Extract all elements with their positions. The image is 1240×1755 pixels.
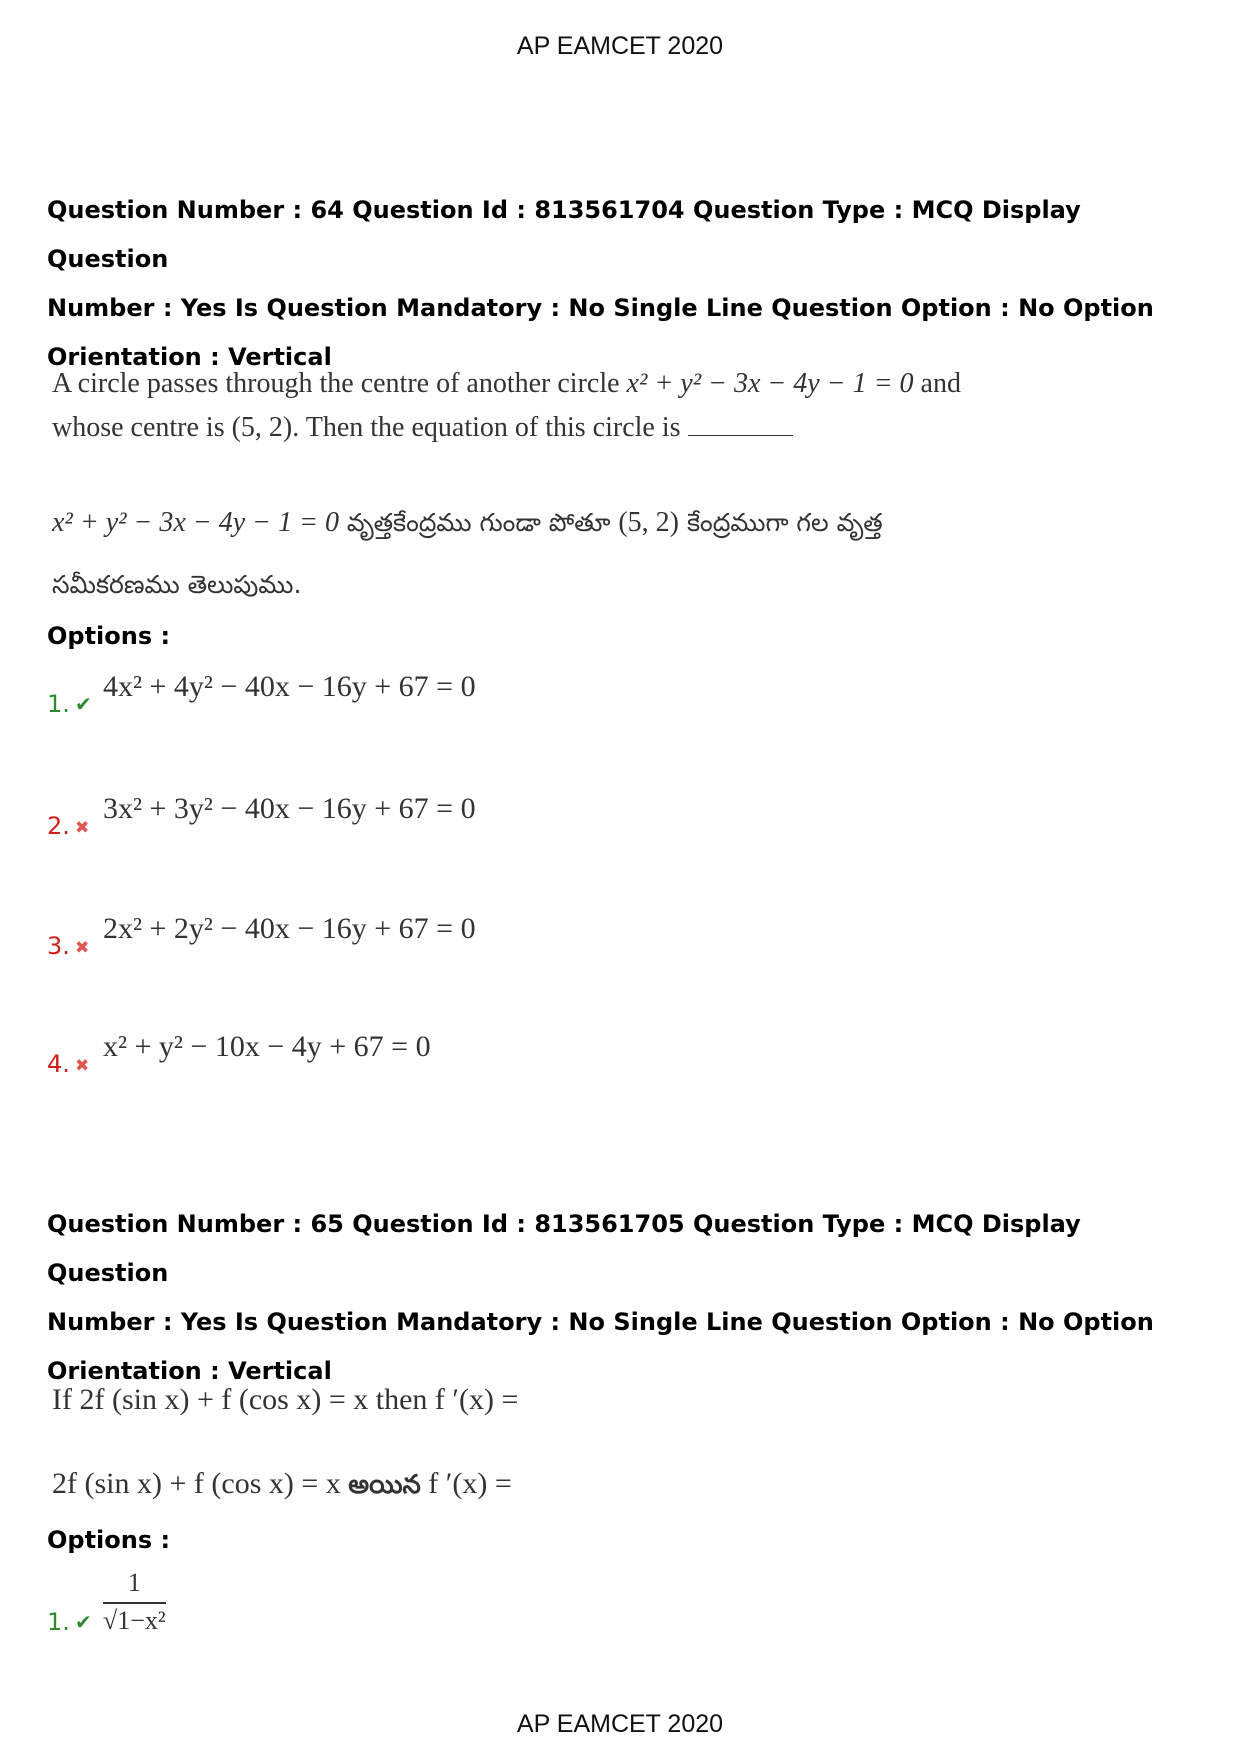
meta-line: Question Number : 64 Question Id : 813561704 Question Type : MCQ Display Question <box>47 196 1081 273</box>
option-1[interactable] <box>47 670 476 718</box>
question-64-text-english <box>52 362 961 450</box>
option-number: 2. <box>47 812 70 840</box>
question-equation: x² + y² − 3x − 4y − 1 = 0 <box>626 368 914 399</box>
question-65-meta <box>47 1200 1197 1396</box>
option-number: 1. <box>47 690 70 718</box>
question-text-telugu: కేంద్రముగా గల వృత్త <box>679 508 883 537</box>
option-number: 1. <box>47 1608 70 1636</box>
question-65-text-english <box>52 1378 518 1422</box>
question-64-meta <box>47 186 1197 382</box>
option-2[interactable] <box>47 792 476 840</box>
question-65-text-telugu <box>52 1462 512 1507</box>
question-64-text-telugu <box>52 492 883 616</box>
option-1[interactable] <box>47 1568 166 1636</box>
question-text-telugu: అయిన <box>348 1470 421 1500</box>
question-equation: x² + y² − 3x − 4y − 1 = 0 <box>52 507 339 538</box>
question-text-telugu: వృత్తకేంద్రము గుండా పోతూ <box>338 508 619 537</box>
option-equation: 4x² + 4y² − 40x − 16y + 67 = 0 <box>103 670 476 703</box>
question-equation: 2f (sin x) + f (cos x) = x <box>52 1467 349 1500</box>
question-text-telugu: సమీకరణము తెలుపుము. <box>52 570 302 599</box>
fraction-denominator: √1−x² <box>103 1602 166 1636</box>
meta-line: Question Number : 65 Question Id : 813561705 Question Type : MCQ Display Question <box>47 1210 1081 1287</box>
check-icon: ✔ <box>75 1610 92 1634</box>
question-text: If 2f (sin x) + f (cos x) = x then f ′(x) = <box>52 1383 519 1416</box>
option-number: 3. <box>47 932 70 960</box>
question-text: whose centre is (5, 2). Then the equation of this circle is <box>52 412 688 443</box>
meta-line: Orientation : Vertical <box>47 343 332 371</box>
option-3[interactable] <box>47 912 476 960</box>
answer-blank <box>688 413 793 436</box>
options-label: Options : <box>47 622 171 650</box>
cross-icon: ✖ <box>75 818 90 838</box>
question-text: and <box>913 368 961 399</box>
option-equation: 2x² + 2y² − 40x − 16y + 67 = 0 <box>103 912 476 945</box>
option-4[interactable] <box>47 1030 431 1078</box>
page-header: AP EAMCET 2020 <box>516 32 724 60</box>
meta-line: Number : Yes Is Question Mandatory : No Single Line Question Option : No Option <box>47 294 1154 322</box>
option-equation: 3x² + 3y² − 40x − 16y + 67 = 0 <box>103 792 476 825</box>
meta-line: Number : Yes Is Question Mandatory : No Single Line Question Option : No Option <box>47 1308 1154 1336</box>
meta-line: Orientation : Vertical <box>47 1357 332 1385</box>
page-footer: AP EAMCET 2020 <box>516 1710 724 1738</box>
question-point: (5, 2) <box>618 507 680 538</box>
option-fraction <box>103 1568 166 1636</box>
option-number: 4. <box>47 1050 70 1078</box>
check-icon: ✔ <box>75 692 92 716</box>
cross-icon: ✖ <box>75 938 90 958</box>
fraction-numerator: 1 <box>127 1568 141 1597</box>
options-label: Options : <box>47 1526 171 1554</box>
cross-icon: ✖ <box>75 1056 90 1076</box>
question-equation: f ′(x) = <box>420 1467 512 1500</box>
question-text: A circle passes through the centre of another circle <box>52 368 627 399</box>
option-equation: x² + y² − 10x − 4y + 67 = 0 <box>103 1030 431 1063</box>
